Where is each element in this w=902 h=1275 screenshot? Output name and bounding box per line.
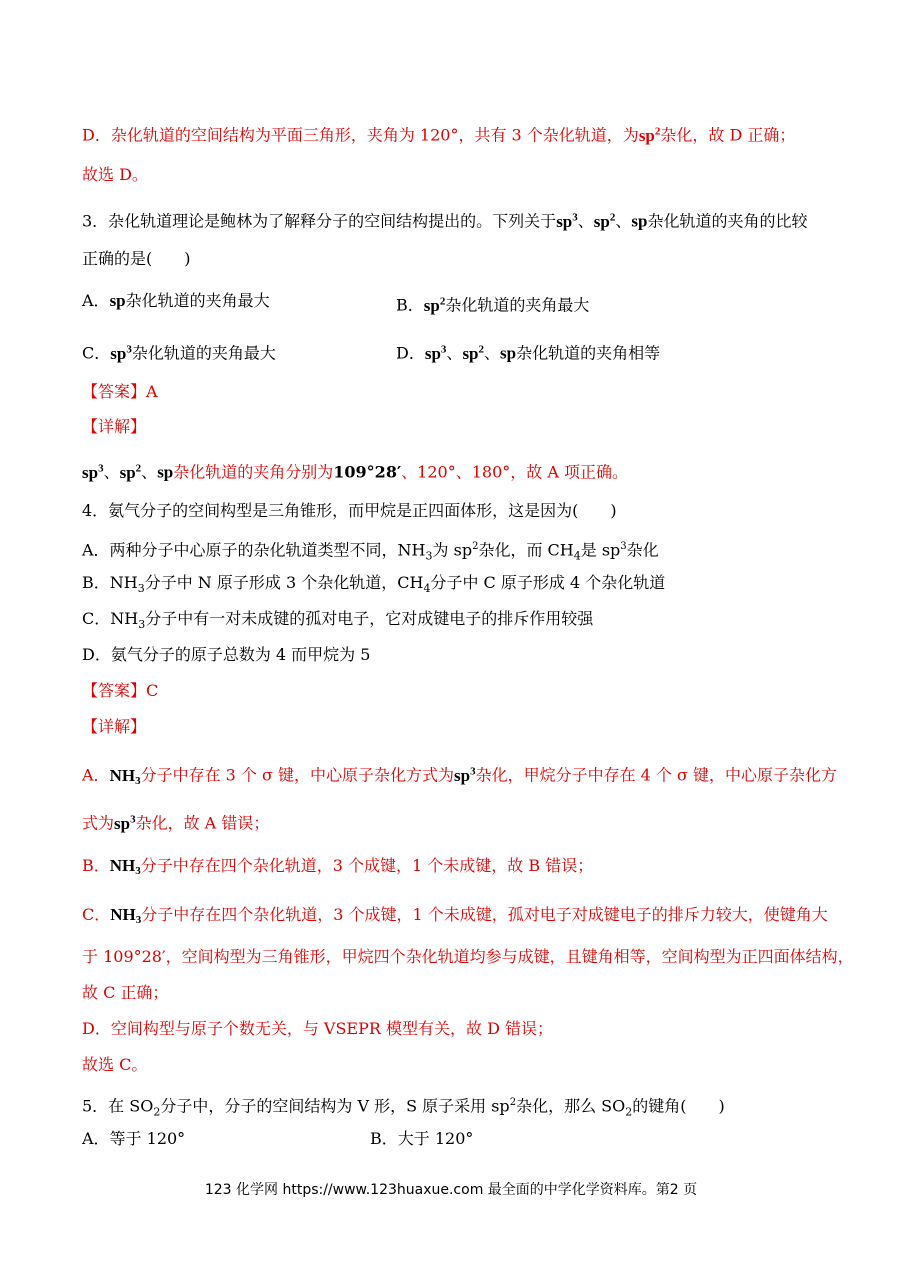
- answer-3: 【答案】A: [82, 382, 158, 401]
- explanation-4b: B．NH3分子中存在四个杂化轨道，3 个成键，1 个未成键，故 B 错误；: [82, 856, 594, 877]
- q4-option-d[interactable]: D．氨气分子的原子总数为 4 而甲烷为 5: [82, 645, 371, 664]
- answer-4: 【答案】C: [82, 681, 159, 700]
- page-footer: 123 化学网 https://www.123huaxue.com 最全面的中学化学资料库。第2 页: [204, 1182, 698, 1198]
- conclusion-4: 故选 C。: [82, 1055, 148, 1074]
- q3-option-c[interactable]: C．$sp^3$杂化轨道的夹角最大: [82, 343, 276, 363]
- question-5-stem: 5．在 $SO_2$分子中，分子的空间结构为 V 形，S 原子采用 $sp^2$杂化，那么 $SO_2$的键角( ): [82, 1096, 725, 1119]
- explanation-4c-end: 故 C 正确；: [82, 983, 169, 1002]
- conclusion-line: 故选 D。: [82, 165, 148, 184]
- q3-option-b[interactable]: B．$sp^2$杂化轨道的夹角最大: [396, 295, 590, 315]
- explanation-4c: C．NH3分子中存在四个杂化轨道，3 个成键，1 个未成键，孤对电子对成键电子的排斥力较大，使键角大: [82, 905, 828, 926]
- explanation-4a-cont: 式为$sp^3$杂化，故 A 错误；: [82, 813, 270, 833]
- q4-option-c[interactable]: C．$NH_3$分子中有一对未成键的孤对电子，它对成键电子的排斥作用较强: [82, 609, 594, 632]
- sp2-formula: $sp^2$: [638, 125, 661, 145]
- explanation-4c-cont: 于 109°28′，空间构型为三角锥形，甲烷四个杂化轨道均参与成键，且键角相等，空间构型为正四面体结构，: [82, 947, 854, 966]
- explanation-heading-3: 【详解】: [82, 417, 147, 436]
- q3-option-a[interactable]: A．sp杂化轨道的夹角最大: [82, 291, 270, 310]
- question-3-stem: 3．杂化轨道理论是鲍林为了解释分子的空间结构提出的。下列关于$sp^3$、$sp^2$、sp杂化轨道的夹角的比较: [82, 211, 808, 231]
- explanation-heading-4: 【详解】: [82, 717, 147, 736]
- explanation-4d: D．空间构型与原子个数无关，与 VSEPR 模型有关，故 D 错误；: [82, 1019, 554, 1038]
- q4-option-b[interactable]: B．$NH_3$分子中 N 原子形成 3 个杂化轨道，$CH_4$分子中 C 原子形成 4 个杂化轨道: [82, 573, 666, 596]
- q3-option-d[interactable]: D．$sp^3$、$sp^2$、sp杂化轨道的夹角相等: [396, 343, 661, 363]
- question-4-stem: 4．氨气分子的空间构型是三角锥形，而甲烷是正四面体形，这是因为( ): [82, 501, 617, 520]
- option-d-explanation: D．杂化轨道的空间结构为平面三角形，夹角为 120°，共有 3 个杂化轨道，为$sp^2$杂化，故 D 正确；: [82, 125, 796, 145]
- explanation-3: $sp^3$、$sp^2$、sp杂化轨道的夹角分别为109°28′、120°、180°，故 A 项正确。: [82, 462, 628, 482]
- q5-option-a[interactable]: A．等于 120°: [82, 1129, 186, 1148]
- question-3-stem-cont: 正确的是( ): [82, 249, 191, 268]
- q5-option-b[interactable]: B．大于 120°: [370, 1129, 474, 1148]
- explanation-4a: A．NH3分子中存在 3 个 σ 键，中心原子杂化方式为$sp^3$杂化，甲烷分子中存在 4 个 σ 键，中心原子杂化方: [82, 765, 838, 787]
- q4-option-a[interactable]: A．两种分子中心原子的杂化轨道类型不同，$NH_3$为 $sp^2$杂化，而 $CH_4$是 $sp^3$杂化: [82, 540, 659, 563]
